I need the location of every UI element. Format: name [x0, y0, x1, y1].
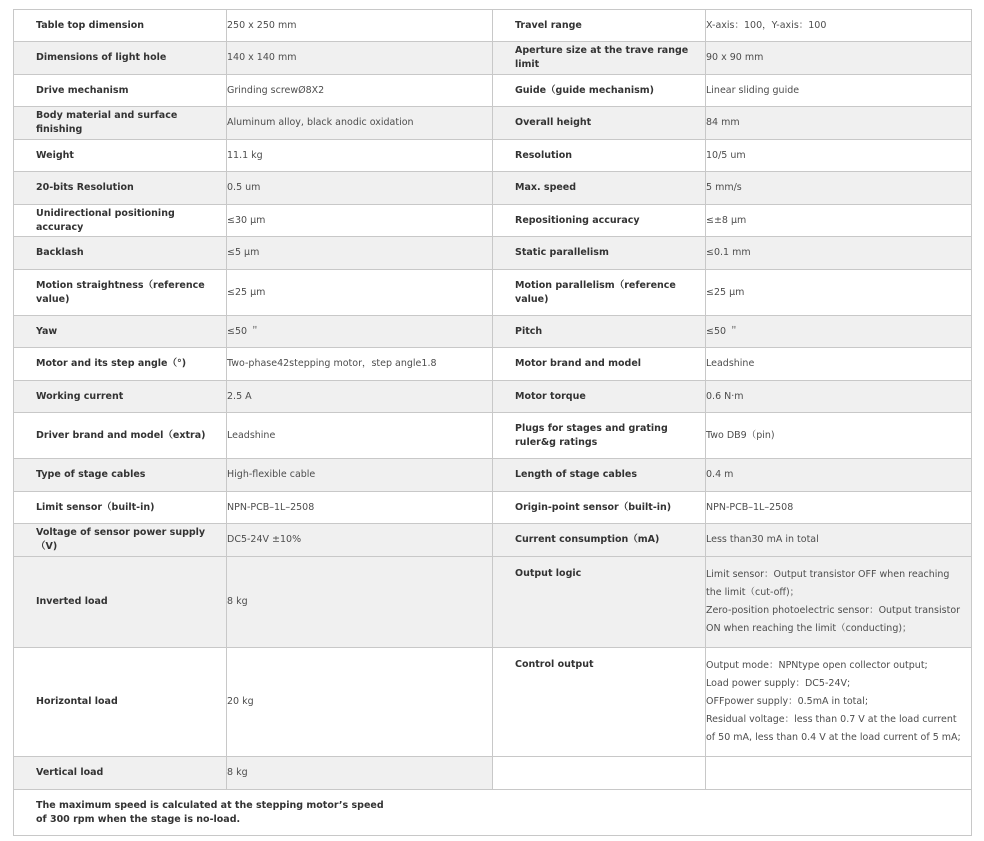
spec-value: ≤25 μm: [706, 270, 972, 316]
spec-value: 20 kg: [227, 648, 493, 757]
spec-table-container: [13, 9, 971, 836]
spec-value: 10/5 um: [706, 140, 972, 172]
spec-label-empty: [493, 757, 706, 790]
spec-label: Voltage of sensor power supply（V): [14, 524, 227, 557]
spec-value: 90 x 90 mm: [706, 42, 972, 75]
spec-label: Horizontal load: [14, 648, 227, 757]
output-logic-line: Zero-position photoelectric sensor：Output transistor ON when reaching the limit（conducting)；: [706, 605, 961, 634]
spec-value: 0.4 m: [706, 459, 972, 492]
spec-label: Motor torque: [493, 381, 706, 413]
spec-label: Vertical load: [14, 757, 227, 790]
spec-label: Limit sensor（built-in): [14, 492, 227, 524]
spec-value: 0.6 N·m: [706, 381, 972, 413]
spec-label: 20-bits Resolution: [14, 172, 227, 205]
spec-value: 140 x 140 mm: [227, 42, 493, 75]
spec-value: ≤50 ＂: [227, 316, 493, 348]
spec-value: Leadshine: [227, 413, 493, 459]
footnote-cell: [14, 790, 972, 836]
spec-label: Origin-point sensor（built-in): [493, 492, 706, 524]
spec-label: Working current: [14, 381, 227, 413]
spec-value: 2.5 A: [227, 381, 493, 413]
spec-value: Linear sliding guide: [706, 75, 972, 107]
spec-value: 250 x 250 mm: [227, 10, 493, 42]
spec-label: Static parallelism: [493, 237, 706, 270]
spec-value: ≤0.1 mm: [706, 237, 972, 270]
spec-label: Backlash: [14, 237, 227, 270]
spec-label: Inverted load: [14, 557, 227, 648]
table-row: [14, 492, 972, 524]
spec-value: High-flexible cable: [227, 459, 493, 492]
spec-value-multiline: [706, 557, 972, 648]
spec-label: Plugs for stages and grating ruler&g ratings: [493, 413, 706, 459]
spec-value: X-axis：100，Y-axis：100: [706, 10, 972, 42]
spec-label: Dimensions of light hole: [14, 42, 227, 75]
spec-label: Motion parallelism（reference value): [493, 270, 706, 316]
spec-label: Table top dimension: [14, 10, 227, 42]
spec-label: Guide（guide mechanism): [493, 75, 706, 107]
spec-value: NPN-PCB–1L–2508: [706, 492, 972, 524]
spec-value: ≤5 μm: [227, 237, 493, 270]
control-output-line: Load power supply：DC5-24V;: [706, 678, 851, 689]
table-row: [14, 413, 972, 459]
table-row: [14, 790, 972, 836]
control-output-line: OFFpower supply：0.5mA in total;: [706, 696, 869, 707]
table-row: [14, 648, 972, 757]
spec-value: Grinding screwØ8X2: [227, 75, 493, 107]
spec-value: 8 kg: [227, 557, 493, 648]
spec-label: Type of stage cables: [14, 459, 227, 492]
table-row: [14, 237, 972, 270]
spec-value: ≤30 μm: [227, 205, 493, 237]
table-row: [14, 75, 972, 107]
spec-value: 8 kg: [227, 757, 493, 790]
spec-label: Motor and its step angle（°): [14, 348, 227, 381]
spec-label: Driver brand and model（extra): [14, 413, 227, 459]
spec-label: Current consumption（mA): [493, 524, 706, 557]
table-row: [14, 42, 972, 75]
spec-value: DC5-24V ±10%: [227, 524, 493, 557]
spec-label: Body material and surface finishing: [14, 107, 227, 140]
spec-value: NPN-PCB–1L–2508: [227, 492, 493, 524]
spec-value-multiline: [706, 648, 972, 757]
spec-label: Yaw: [14, 316, 227, 348]
table-row: [14, 107, 972, 140]
spec-label: Resolution: [493, 140, 706, 172]
control-output-line: Output mode：NPNtype open collector output;: [706, 660, 928, 671]
table-row: [14, 270, 972, 316]
spec-value: 5 mm/s: [706, 172, 972, 205]
output-logic-line: Limit sensor：Output transistor OFF when reaching the limit（cut-off)；: [706, 569, 950, 598]
spec-label: Motion straightness（reference value): [14, 270, 227, 316]
spec-label: Unidirectional positioning accuracy: [14, 205, 227, 237]
table-row: [14, 459, 972, 492]
control-output-line: Residual voltage：less than 0.7 V at the load current of 50 mA, less than 0.4 V at the load current of 5 mA;: [706, 714, 961, 743]
spec-value: ≤25 μm: [227, 270, 493, 316]
table-row: [14, 205, 972, 237]
spec-label: Repositioning accuracy: [493, 205, 706, 237]
spec-value: 11.1 kg: [227, 140, 493, 172]
spec-label: Weight: [14, 140, 227, 172]
spec-value: Less than30 mA in total: [706, 524, 972, 557]
spec-value: ≤50 ＂: [706, 316, 972, 348]
spec-label: Aperture size at the trave range limit: [493, 42, 706, 75]
speed-footnote: The maximum speed is calculated at the stepping motor’s speed of 300 rpm when the stage is no-load.: [36, 799, 384, 825]
spec-label: Travel range: [493, 10, 706, 42]
spec-label: Length of stage cables: [493, 459, 706, 492]
spec-value: ≤±8 μm: [706, 205, 972, 237]
spec-value: Aluminum alloy, black anodic oxidation: [227, 107, 493, 140]
spec-label: Output logic: [493, 557, 706, 648]
spec-value: Two-phase42stepping motor，step angle1.8: [227, 348, 493, 381]
table-row: [14, 524, 972, 557]
table-row: [14, 348, 972, 381]
spec-label: Overall height: [493, 107, 706, 140]
spec-label: Pitch: [493, 316, 706, 348]
spec-value: 84 mm: [706, 107, 972, 140]
spec-label: Drive mechanism: [14, 75, 227, 107]
table-row: [14, 140, 972, 172]
table-row: [14, 381, 972, 413]
table-row: [14, 757, 972, 790]
spec-value: Two DB9（pin): [706, 413, 972, 459]
spec-label: Max. speed: [493, 172, 706, 205]
spec-value: Leadshine: [706, 348, 972, 381]
spec-label: Control output: [493, 648, 706, 757]
table-row: [14, 557, 972, 648]
table-row: [14, 316, 972, 348]
specifications-table: [13, 9, 972, 836]
table-row: [14, 10, 972, 42]
spec-value: 0.5 um: [227, 172, 493, 205]
table-row: [14, 172, 972, 205]
spec-label: Motor brand and model: [493, 348, 706, 381]
spec-value-empty: [706, 757, 972, 790]
